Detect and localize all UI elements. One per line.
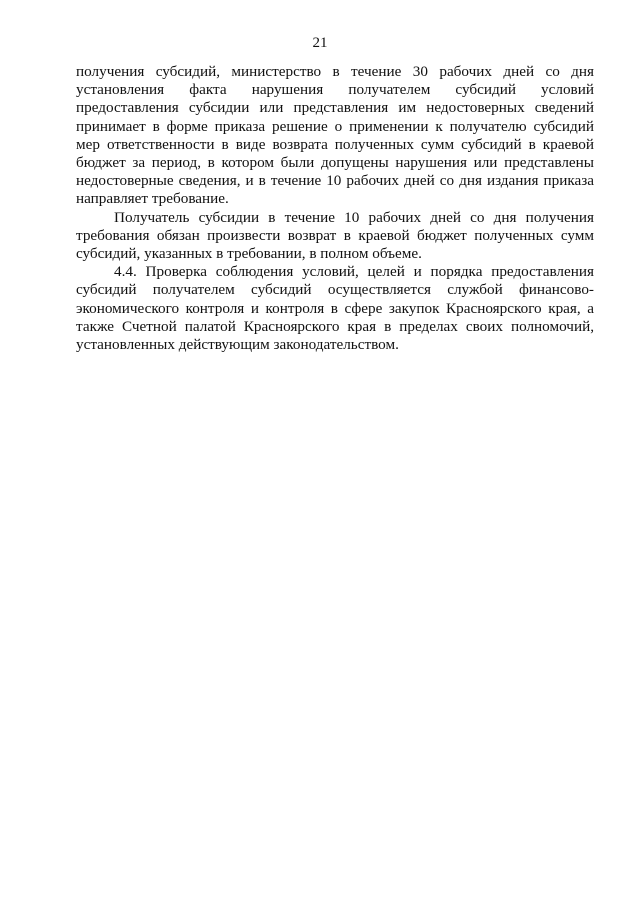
document-body (76, 63, 594, 354)
page-number: 21 (312, 35, 328, 51)
paragraph-refund-obligation: Получатель субсидии в течение 10 рабочих дней со дня получения требования обязан произвести возврат в краевой бюджет полученных сумм субсидий, указанных в требовании, в полном объеме. (76, 208, 594, 263)
paragraph-continuation: получения субсидий, министерство в течение 30 рабочих дней со дня установления факта нарушения получателем субсидий условий предоставления субсидии или представления им недостоверных сведений принимает в форме приказа решение о применении к получателю субсидий мер ответственности в виде возврата полученных сумм субсидий в краевой бюджет за период, в котором были допущены нарушения или представлены недостоверные сведения, и в течение 10 рабочих дней со дня издания приказа направляет требование. (76, 63, 594, 208)
paragraph-4-4-compliance-check: 4.4. Проверка соблюдения условий, целей и порядка предоставления субсидий получателем субсидий осуществляется службой финансово-экономического контроля и контроля в сфере закупок Красноярского края, а также Счетной палатой Красноярского края в пределах своих полномочий, установленных действующим законодательством. (76, 263, 594, 354)
